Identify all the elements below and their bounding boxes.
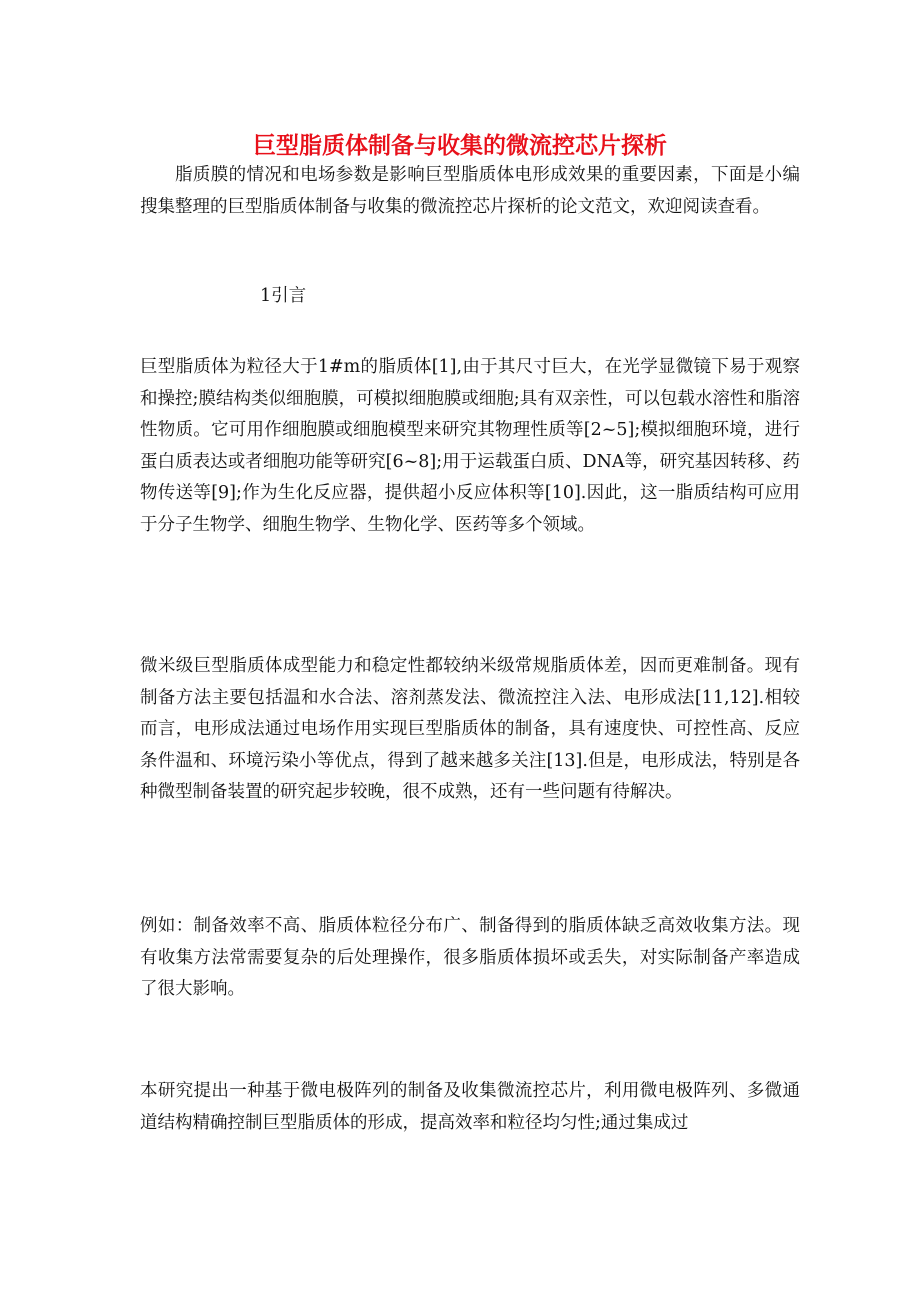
body-paragraph: 本研究提出一种基于微电极阵列的制备及收集微流控芯片，利用微电极阵列、多微通道结构精确控制巨型脂质体的形成，提高效率和粒径均匀性;通过集成过 [140,1081,800,1133]
section-heading: 1引言 [260,286,307,306]
body-paragraph: 例如：制备效率不高、脂质体粒径分布广、制备得到的脂质体缺乏高效收集方法。现有收集方法常需要复杂的后处理操作，很多脂质体损坏或丢失，对实际制备产率造成了很大影响。 [140,916,800,999]
body-paragraph: 微米级巨型脂质体成型能力和稳定性都较纳米级常规脂质体差，因而更难制备。现有制备方法主要包括温和水合法、溶剂蒸发法、微流控注入法、电形成法[11,12].相较而言，电形成法通过电场作用实现巨型脂质体的制备，具有速度快、可控性高、反应条件温和、环境污染小等优点，得到了越来越多关注[13].但是，电形成法，特别是各种微型制备装置的研究起步较晚，很不成熟，还有一些问题有待解决。 [140,656,800,802]
body-paragraph: 巨型脂质体为粒径大于1#m的脂质体[1],由于其尺寸巨大，在光学显微镜下易于观察和操控;膜结构类似细胞膜，可模拟细胞膜或细胞;具有双亲性，可以包载水溶性和脂溶性物质。它可用作细胞膜或细胞模型来研究其物理性质等[2~5];模拟细胞环境，进行蛋白质表达或者细胞功能等研究[6~8];用于运载蛋白质、DNA等，研究基因转移、药物传送等[9];作为生化反应器，提供超小反应体积等[10].因此，这一脂质结构可应用于分子生物学、细胞生物学、生物化学、医药等多个领域。 [140,357,800,535]
intro-paragraph: 脂质膜的情况和电场参数是影响巨型脂质体电形成效果的重要因素，下面是小编搜集整理的巨型脂质体制备与收集的微流控芯片探析的论文范文，欢迎阅读查看。 [140,165,800,217]
document-title: 巨型脂质体制备与收集的微流控芯片探析 [253,133,667,160]
